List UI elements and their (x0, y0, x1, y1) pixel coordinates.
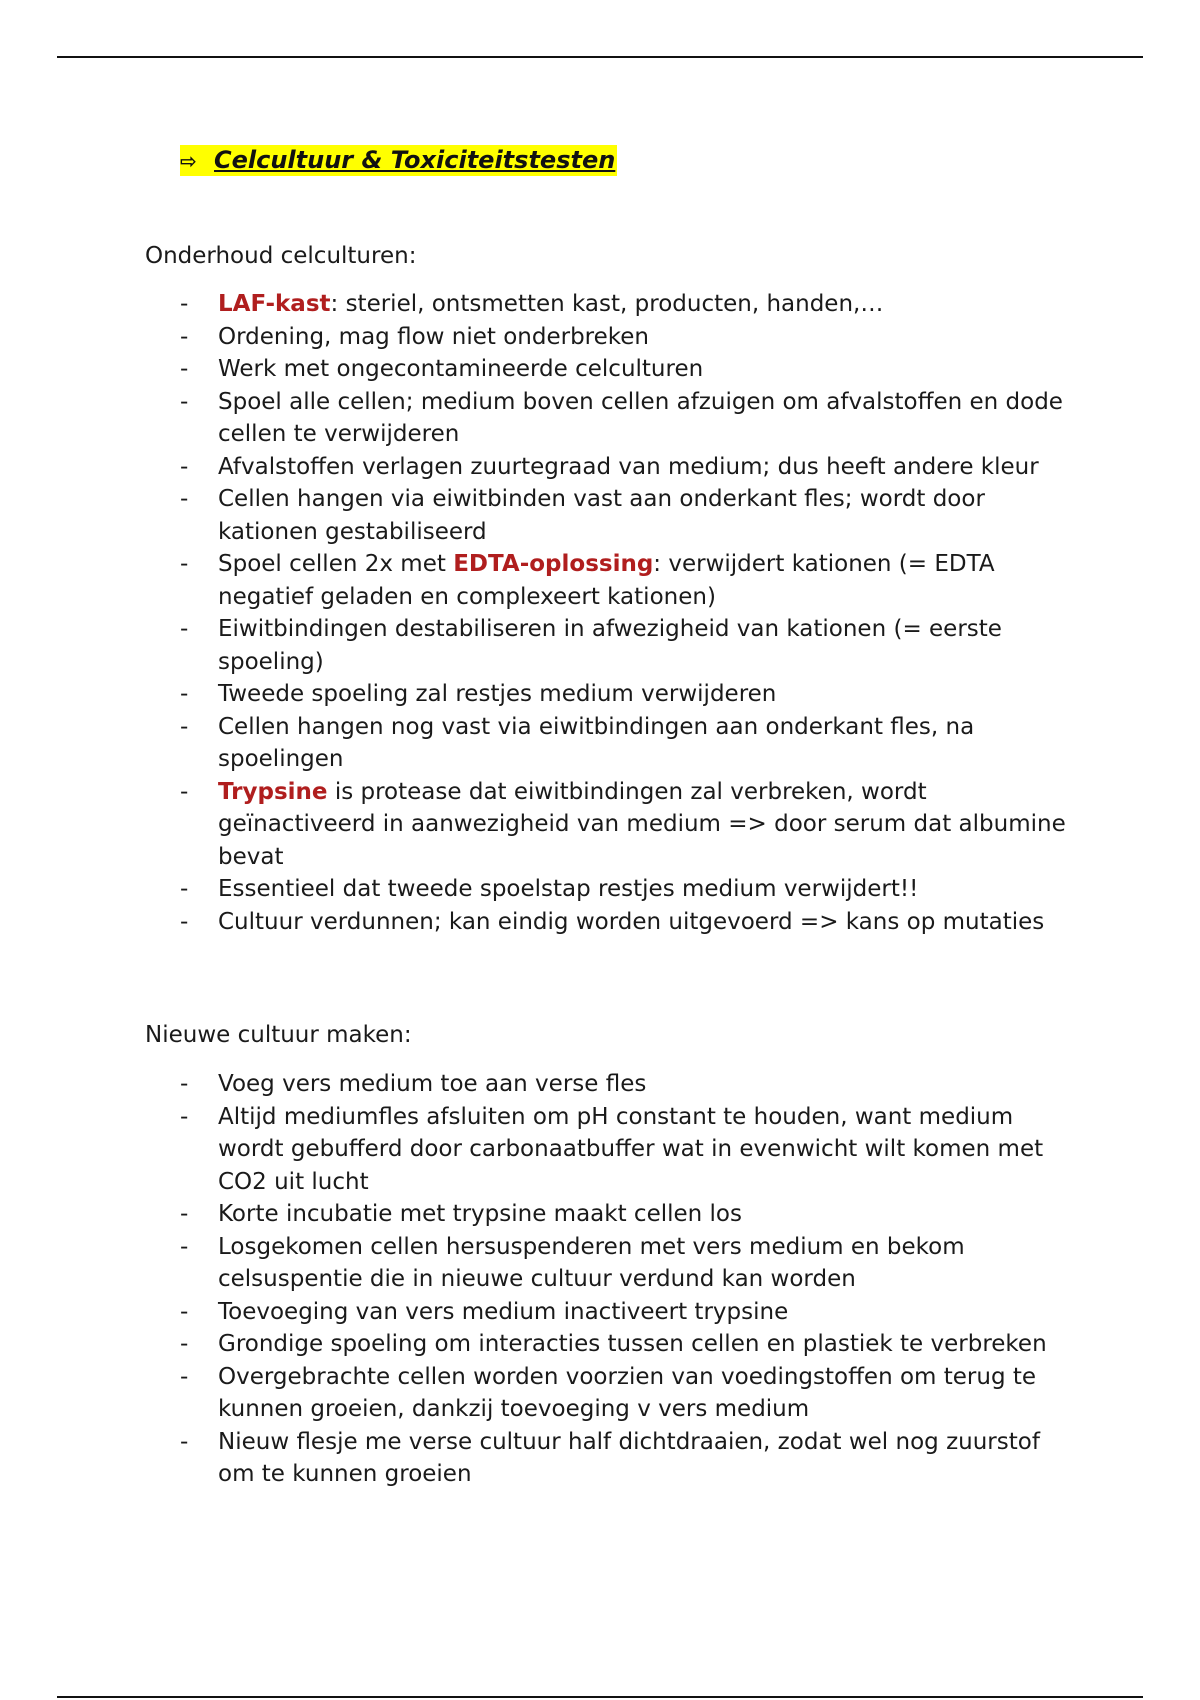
item-text: Afvalstoffen verlagen zuurtegraad van medium; dus heeft andere kleur (218, 453, 1039, 480)
list-item (180, 873, 1080, 906)
list-item (180, 1328, 1080, 1361)
item-text: Grondige spoeling om interacties tussen cellen en plastiek te verbreken (218, 1331, 1047, 1357)
bullet-dash: - (180, 486, 189, 512)
list-item (180, 1426, 1080, 1491)
list-item (180, 906, 1080, 939)
highlight-term: EDTA-oplossing (453, 551, 654, 577)
item-text: Voeg vers medium toe aan verse fles (218, 1071, 647, 1097)
item-text: Cultuur verdunnen; kan eindig worden uitgevoerd => kans op mutaties (218, 908, 1045, 935)
list-item (180, 483, 1080, 548)
item-text-pre: Spoel cellen 2x met (218, 551, 454, 577)
bullet-dash: - (180, 681, 189, 707)
item-text: Losgekomen cellen hersuspenderen met vers medium en bekom celsuspentie die in nieuwe cultuur verdund kan worden (218, 1233, 965, 1292)
bullet-dash: - (180, 876, 189, 902)
title-text: Celcultuur & Toxiciteitstesten (214, 146, 616, 174)
bullet-dash: - (180, 908, 189, 935)
bullet-dash: - (180, 323, 189, 350)
bullet-dash: - (180, 713, 189, 740)
bullet-dash: - (180, 778, 189, 805)
bullet-dash: - (180, 1428, 189, 1455)
bullet-dash: - (180, 291, 189, 317)
item-text: Essentieel dat tweede spoelstap restjes medium verwijdert!! (218, 876, 919, 902)
item-text: : steriel, ontsmetten kast, producten, handen,… (330, 291, 884, 317)
list-item (180, 1198, 1080, 1231)
maintenance-list (180, 288, 1080, 938)
list-item (180, 1361, 1080, 1426)
highlight-term: LAF-kast (218, 291, 331, 317)
item-text: Tweede spoeling zal restjes medium verwijderen (218, 681, 777, 707)
bullet-dash: - (180, 1298, 189, 1325)
section-heading-maintenance: Onderhoud celculturen: (145, 243, 417, 269)
item-text: Overgebrachte cellen worden voorzien van voedingstoffen om terug te kunnen groeien, dankzij toevoeging v vers medium (218, 1363, 1037, 1422)
list-item (180, 353, 1080, 386)
bullet-dash: - (180, 1363, 189, 1390)
list-item (180, 1068, 1080, 1101)
bullet-dash: - (180, 453, 189, 480)
item-text: Cellen hangen via eiwitbinden vast aan onderkant fles; wordt door kationen gestabiliseerd (218, 486, 985, 545)
bullet-dash: - (180, 551, 189, 577)
item-text: Nieuw flesje me verse cultuur half dichtdraaien, zodat wel nog zuurstof om te kunnen groeien (218, 1428, 1040, 1487)
list-item (180, 321, 1080, 354)
list-item (180, 1231, 1080, 1296)
list-item (180, 776, 1080, 874)
arrow-icon: ⇨ (180, 149, 197, 173)
new-culture-list (180, 1068, 1080, 1491)
bottom-rule (57, 1696, 1143, 1698)
item-text: Korte incubatie met trypsine maakt cellen los (218, 1201, 742, 1227)
list-item (180, 386, 1080, 451)
list-item (180, 678, 1080, 711)
bullet-dash: - (180, 388, 189, 415)
list-item (180, 451, 1080, 484)
item-text: Ordening, mag flow niet onderbreken (218, 323, 649, 350)
bullet-dash: - (180, 616, 189, 642)
list-item (180, 548, 1080, 613)
bullet-dash: - (180, 356, 189, 382)
bullet-dash: - (180, 1331, 189, 1357)
item-text: Altijd mediumfles afsluiten om pH constant te houden, want medium wordt gebufferd door carbonaatbuffer wat in evenwicht wilt komen met CO2 uit lucht (218, 1103, 1044, 1195)
list-item (180, 711, 1080, 776)
bullet-dash: - (180, 1103, 189, 1130)
item-text: : verwijdert kationen (= EDTA negatief geladen en complexeert kationen) (218, 551, 995, 610)
list-item (180, 1296, 1080, 1329)
highlight-term: Trypsine (218, 778, 328, 805)
list-item (180, 1101, 1080, 1199)
item-text: Toevoeging van vers medium inactiveert trypsine (218, 1298, 789, 1325)
document-title (180, 145, 617, 176)
item-text: Spoel alle cellen; medium boven cellen afzuigen om afvalstoffen en dode cellen te verwijderen (218, 388, 1063, 447)
section-heading-new-culture: Nieuwe cultuur maken: (145, 1022, 412, 1048)
bullet-dash: - (180, 1233, 189, 1260)
bullet-dash: - (180, 1071, 189, 1097)
list-item (180, 613, 1080, 678)
bullet-dash: - (180, 1201, 189, 1227)
item-text: Werk met ongecontamineerde celculturen (218, 356, 704, 382)
list-item (180, 288, 1080, 321)
top-rule (57, 56, 1143, 58)
item-text: Cellen hangen nog vast via eiwitbindingen aan onderkant fles, na spoelingen (218, 713, 975, 772)
item-text: Eiwitbindingen destabiliseren in afwezigheid van kationen (= eerste spoeling) (218, 616, 1002, 675)
item-text: is protease dat eiwitbindingen zal verbreken, wordt geïnactiveerd in aanwezigheid van medium => door serum dat albumine bevat (218, 778, 1066, 870)
